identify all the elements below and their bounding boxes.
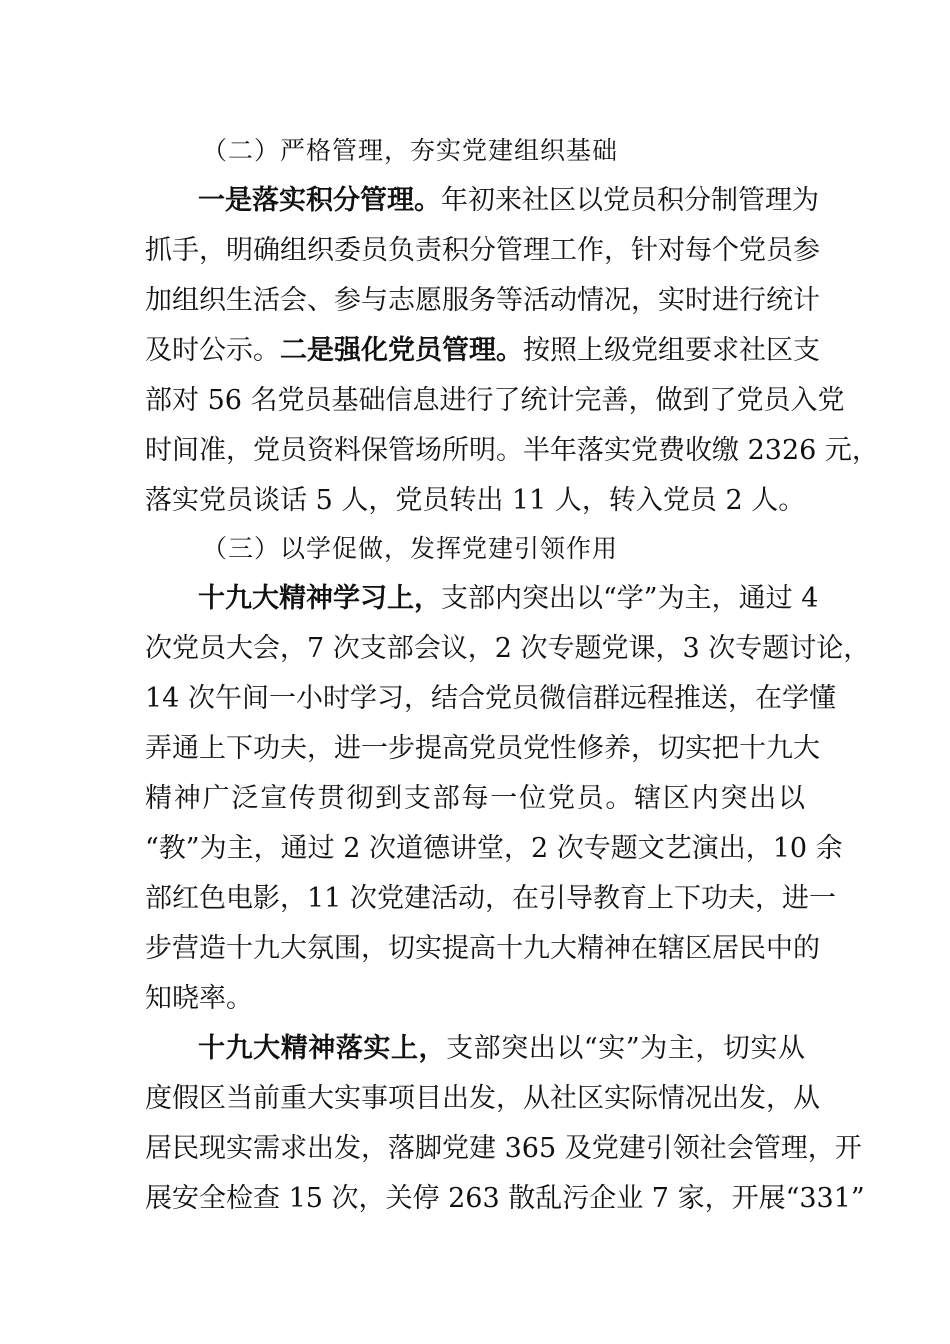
body-text: 部红色电影，11 次党建活动，在引导教育上下功夫，进一 [145,883,836,914]
body-text: 抓手，明确组织委员负责积分管理工作，针对每个党员参 [145,235,820,266]
body-text: 落实党员谈话 5 人，党员转出 11 人，转入党员 2 人。 [145,485,806,516]
body-text: 度假区当前重大实事项目出发，从社区实际情况出发，从 [145,1083,820,1114]
paragraph-line [145,629,871,669]
paragraph-line [145,879,836,919]
paragraph-line [145,381,845,421]
body-text: 14 次午间一小时学习，结合党员微信群远程推送，在学懂 [145,683,836,714]
body-text: 支部突出以“实”为主，切实从 [446,1033,806,1064]
body-text: 支部内突出以“学”为主，通过 4 [441,583,819,614]
body-text: 展安全检查 15 次，关停 263 散乱污企业 7 家，开展“331” [145,1183,865,1214]
paragraph-line [145,231,820,271]
body-text: 按照上级党组要求社区支 [523,335,820,366]
body-text: 精神广泛宣传贯彻到支部每一位党员。辖区内突出以 [145,783,805,814]
paragraph-line [145,481,890,521]
paragraph-line [145,331,820,371]
paragraph-line [145,1129,862,1169]
section-heading [202,131,890,171]
paragraph-line [145,1079,820,1119]
body-text: （三）以学促做，发挥党建引领作用 [202,534,619,563]
bold-lead-text: 十九大精神落实上， [198,1033,447,1064]
paragraph-line [145,679,836,719]
paragraph-line [198,1029,805,1069]
paragraph-line [145,431,879,471]
paragraph-line [145,1179,865,1219]
body-text: 加组织生活会、参与志愿服务等活动情况，实时进行统计 [145,285,820,316]
paragraph-line [198,579,819,619]
body-text: 居民现实需求出发，落脚党建 365 及党建引领社会管理，开 [145,1133,862,1164]
paragraph-line [145,979,890,1019]
body-text: 弄通上下功夫，进一步提高党员党性修养，切实把十九大 [145,733,820,764]
paragraph-line [145,829,843,869]
body-text: 时间准，党员资料保管场所明。半年落实党费收缴 2326 元， [145,435,879,466]
body-text: 年初来社区以党员积分制管理为 [441,185,819,216]
body-text: （二）严格管理，夯实党建组织基础 [202,136,619,165]
body-text: 步营造十九大氛围，切实提高十九大精神在辖区居民中的 [145,933,820,964]
paragraph-line [145,779,805,819]
bold-lead-text: 十九大精神学习上， [198,583,441,614]
paragraph-line [145,929,820,969]
body-text: 及时公示。 [145,335,280,366]
bold-lead-text: 一是落实积分管理。 [198,185,441,216]
paragraph-line [145,281,820,321]
body-text: 知晓率。 [145,983,253,1014]
paragraph-line [145,729,820,769]
body-text: “教”为主，通过 2 次道德讲堂，2 次专题文艺演出，10 余 [145,833,843,864]
bold-lead-text: 二是强化党员管理。 [280,335,523,366]
paragraph-line [198,181,819,221]
body-text: 次党员大会，7 次支部会议，2 次专题党课，3 次专题讨论， [145,633,871,664]
section-heading [202,529,890,569]
body-text: 部对 56 名党员基础信息进行了统计完善，做到了党员入党 [145,385,845,416]
